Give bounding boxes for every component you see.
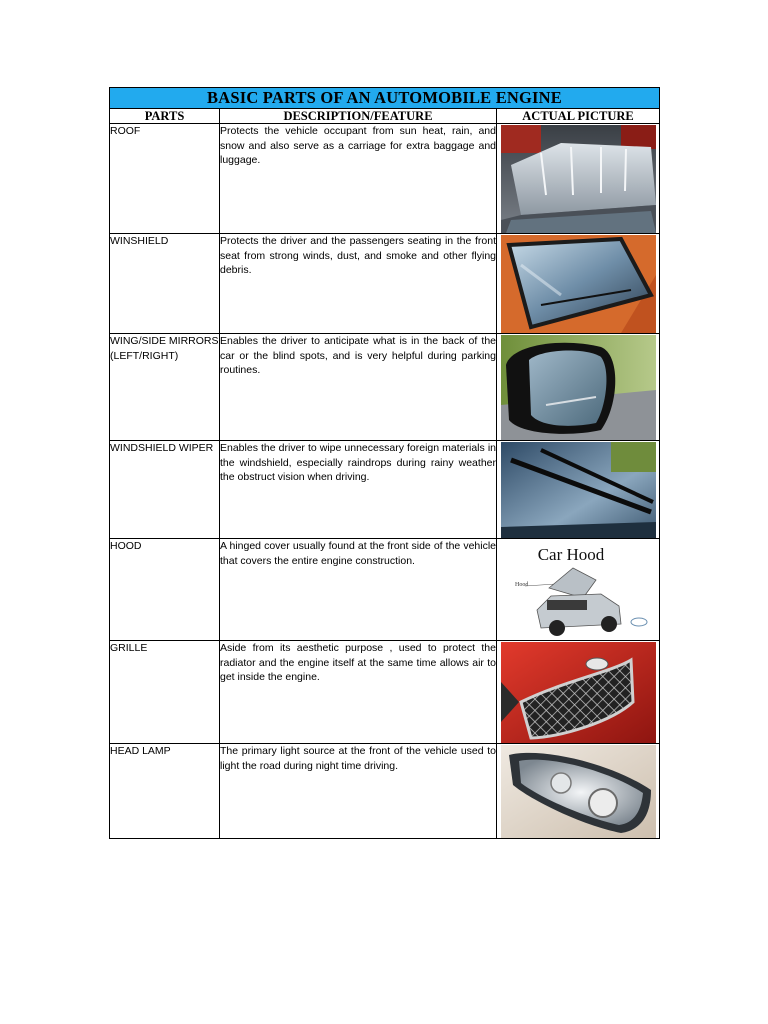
grille-photo	[497, 641, 660, 744]
table-row	[110, 744, 660, 839]
part-name: ROOF	[110, 124, 220, 234]
table-row	[110, 334, 660, 441]
column-header-description: DESCRIPTION/FEATURE	[220, 109, 497, 124]
part-name: WINDSHIELD WIPER	[110, 441, 220, 539]
part-description: Aside from its aesthetic purpose , used to protect the radiator and the engine itself at the same time allows air to get inside the engine.	[220, 641, 497, 744]
parts-table	[109, 87, 660, 839]
table-row	[110, 641, 660, 744]
hood-caption: Car Hood	[537, 545, 605, 564]
wiper-photo	[497, 441, 660, 539]
table-title: BASIC PARTS OF AN AUTOMOBILE ENGINE	[110, 88, 660, 109]
table-row	[110, 441, 660, 539]
part-name: WING/SIDE MIRRORS (LEFT/RIGHT)	[110, 334, 220, 441]
windshield-photo	[497, 234, 660, 334]
table-row	[110, 234, 660, 334]
column-header-picture: ACTUAL PICTURE	[497, 109, 660, 124]
part-description: Protects the driver and the passengers seating in the front seat from strong winds, dust, and smoke and other flying debris.	[220, 234, 497, 334]
part-name: HOOD	[110, 539, 220, 641]
side-mirror-photo	[497, 334, 660, 441]
roof-photo	[497, 124, 660, 234]
table-row	[110, 539, 660, 641]
part-name: WINSHIELD	[110, 234, 220, 334]
part-name: GRILLE	[110, 641, 220, 744]
hood-label: Hood	[515, 582, 529, 588]
part-description: Enables the driver to anticipate what is in the back of the car or the blind spots, and is very helpful during parking routines.	[220, 334, 497, 441]
part-name: HEAD LAMP	[110, 744, 220, 839]
head-lamp-photo	[497, 744, 660, 839]
table-row	[110, 124, 660, 234]
part-description: The primary light source at the front of the vehicle used to light the road during night time driving.	[220, 744, 497, 839]
car-hood-photo	[497, 539, 660, 641]
column-header-parts: PARTS	[110, 109, 220, 124]
part-description: Enables the driver to wipe unnecessary foreign materials in the windshield, especially raindrops during rainy weather the obstruct vision when driving.	[220, 441, 497, 539]
part-description: Protects the vehicle occupant from sun heat, rain, and snow and also serve as a carriage for extra baggage and luggage.	[220, 124, 497, 234]
part-description: A hinged cover usually found at the front side of the vehicle that covers the entire engine construction.	[220, 539, 497, 641]
